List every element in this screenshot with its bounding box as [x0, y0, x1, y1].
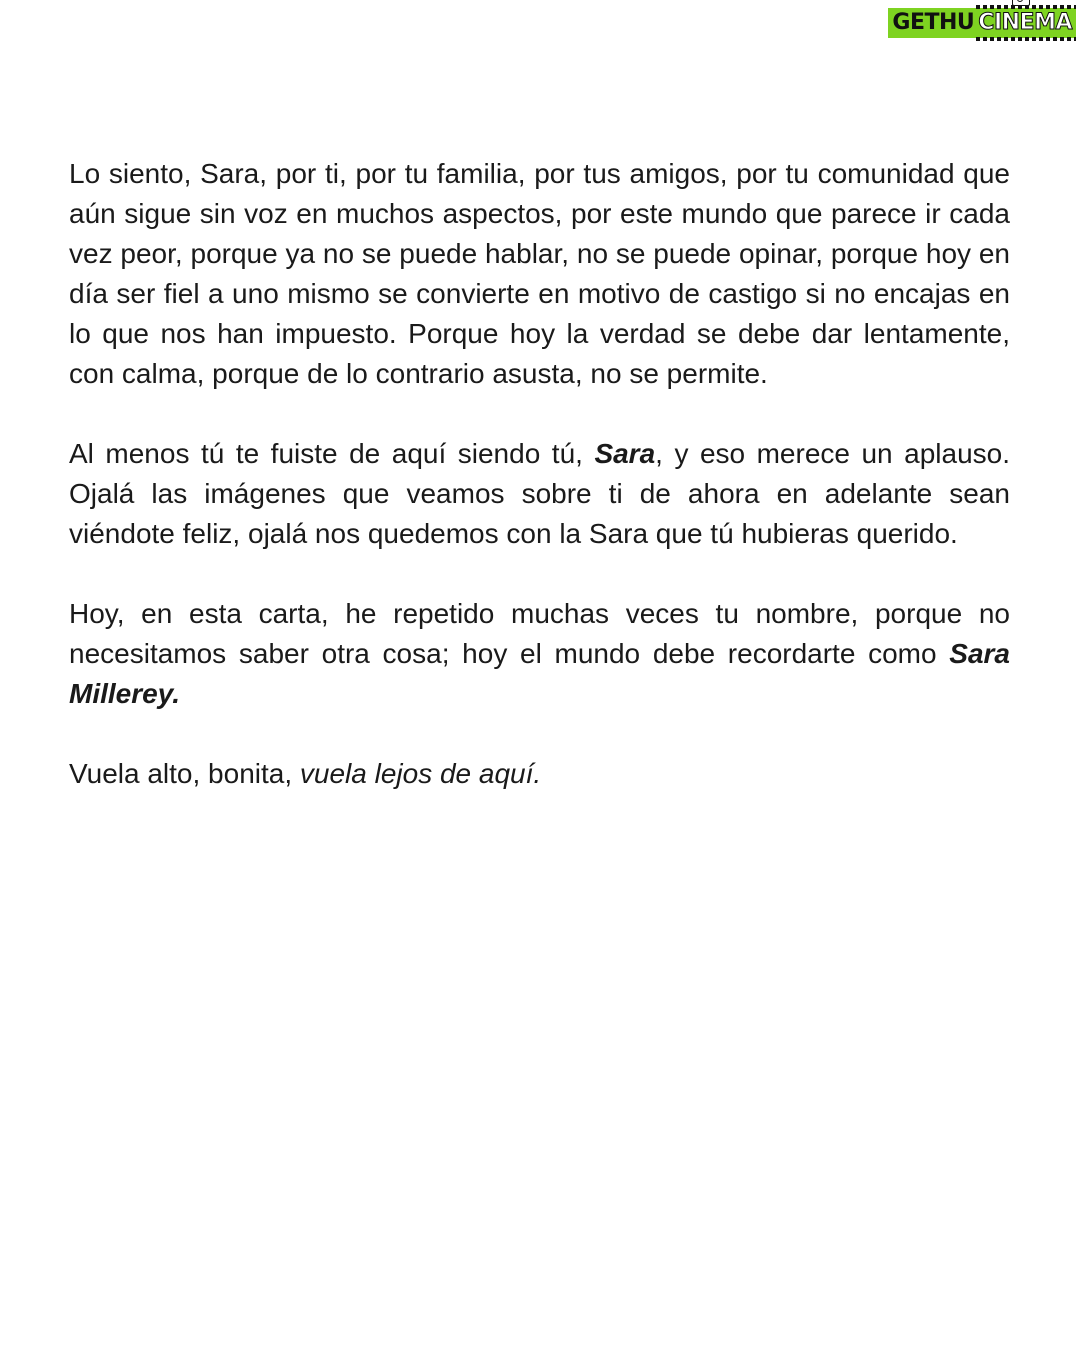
- film-strip-icon: [976, 37, 1076, 41]
- paragraph-4-text-before: Vuela alto, bonita,: [69, 758, 300, 789]
- letter-paragraph-4: [69, 754, 1010, 794]
- paragraph-3-text-after: .: [172, 678, 181, 709]
- logo-text-cinema: [976, 8, 1076, 38]
- gethu-cinema-logo: [888, 6, 1076, 40]
- letter-paragraph-2: [69, 434, 1010, 554]
- letter-paragraph-3: [69, 594, 1010, 714]
- paragraph-2-emphasis: Sara: [594, 438, 656, 469]
- letter-paragraph-1: [69, 154, 1010, 394]
- paragraph-1-text: Lo siento, Sara, por ti, por tu familia, por tus amigos, por tu comunidad que aún sigue sin voz en muchos aspectos, por este mundo que parece ir cada vez peor, porque ya no se puede hablar, no se puede opinar, porque hoy en día ser fiel a uno mismo se convierte en motivo de castigo si no encajas en lo que nos han impuesto. Porque hoy la verdad se debe dar lentamente, con calma, porque de lo contrario asusta, no se permite.: [69, 158, 1010, 389]
- paragraph-2-text-after: , y eso merece un aplauso. Ojalá las imágenes que veamos sobre ti de ahora en adelante sean viéndote feliz, ojalá nos quedemos con la Sara que tú hubieras querido.: [69, 438, 1010, 549]
- paragraph-3-emphasis: Sara Millerey: [69, 638, 1010, 709]
- letter-body: [69, 154, 1010, 794]
- camera-icon: [1012, 0, 1030, 6]
- paragraph-4-italic: vuela lejos de aquí.: [299, 758, 542, 789]
- paragraph-2-text-before: Al menos tú te fuiste de aquí siendo tú,: [69, 438, 595, 469]
- paragraph-3-text-before: Hoy, en esta carta, he repetido muchas veces tu nombre, porque no necesitamos saber otra cosa; hoy el mundo debe recordarte como: [69, 598, 1010, 669]
- logo-text-cinema-label: CINEMA: [978, 10, 1072, 35]
- logo-text-gethu: GETHU: [888, 8, 976, 38]
